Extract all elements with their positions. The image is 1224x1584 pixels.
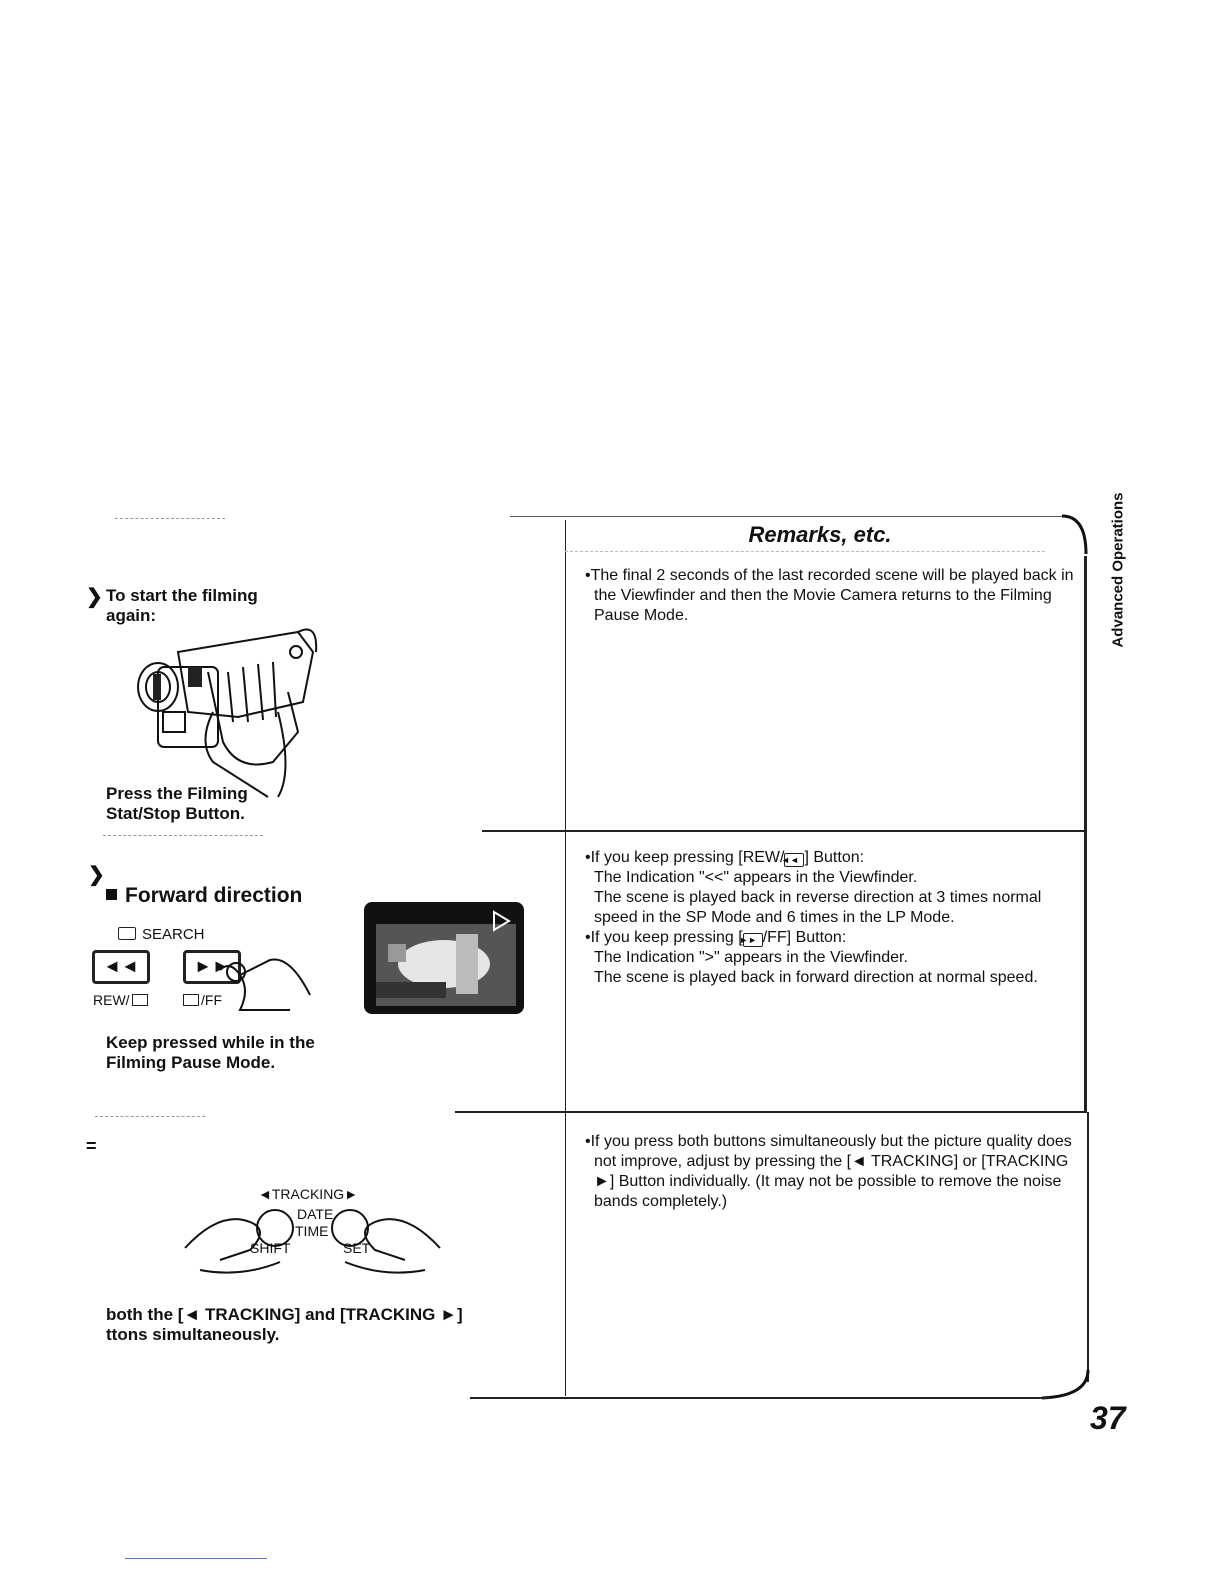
remarks-right-border bbox=[1084, 556, 1087, 1111]
rewind-button[interactable]: ◄◄ bbox=[92, 950, 150, 984]
remarks-right-border bbox=[1087, 1112, 1089, 1382]
camcorder-illustration bbox=[128, 612, 328, 802]
instruction-tracking-line1: both the [◄ TRACKING] and [TRACKING ►] bbox=[106, 1305, 463, 1324]
caption-press-filming: Press the Filming Stat/Stop Button. bbox=[106, 784, 248, 823]
corner-curve bbox=[1060, 514, 1094, 558]
tracking-left-arrow-icon: ◄ bbox=[258, 1186, 272, 1202]
search-icon bbox=[118, 927, 136, 940]
remarks-header: Remarks, etc. bbox=[748, 522, 892, 547]
divider bbox=[565, 551, 1045, 552]
instruction-tracking-line2: ttons simultaneously. bbox=[106, 1325, 280, 1344]
row-divider bbox=[482, 830, 1086, 832]
remark-2-reverse: The scene is played back in reverse direction at 3 times normal speed in the SP Mode and 6 times in the LP Mode. bbox=[594, 889, 1042, 926]
step-marker: ❯ bbox=[88, 864, 105, 886]
square-bullet-icon bbox=[106, 889, 117, 900]
ff-label: /FF bbox=[183, 992, 222, 1008]
rewind-icon bbox=[132, 994, 148, 1006]
remark-2-rew: •If you keep pressing [REW/◄◄ ] Button: bbox=[585, 849, 865, 866]
hand-illustration bbox=[210, 950, 320, 1020]
viewfinder-screen bbox=[364, 902, 524, 1014]
shift-label: SHIFT bbox=[250, 1240, 291, 1256]
remarks-left-border bbox=[565, 520, 566, 1396]
section-tab bbox=[1104, 470, 1132, 670]
row-divider bbox=[455, 1111, 1087, 1113]
tracking-right-arrow-icon: ► bbox=[344, 1186, 359, 1202]
step-text-start-filming: To start the filming again: bbox=[106, 586, 258, 625]
footer-line bbox=[125, 1558, 267, 1559]
forward-heading: Forward direction bbox=[106, 884, 302, 908]
remark-2 bbox=[585, 848, 1077, 988]
remark-2-ff: •If you keep pressing [►► /FF] Button: bbox=[585, 929, 847, 946]
divider bbox=[103, 835, 263, 836]
remark-1 bbox=[585, 566, 1075, 626]
time-label: TIME bbox=[295, 1223, 329, 1239]
divider bbox=[115, 518, 225, 519]
rew-label: REW/ bbox=[93, 992, 148, 1008]
bottom-divider bbox=[470, 1397, 1050, 1399]
fast-forward-icon bbox=[183, 994, 199, 1006]
search-label: SEARCH bbox=[118, 926, 205, 943]
remark-2-forward: The scene is played back in forward direction at normal speed. bbox=[594, 969, 1038, 986]
divider bbox=[510, 516, 1070, 517]
tracking-label: ◄TRACKING► bbox=[258, 1186, 359, 1202]
remark-2-indication-ff: The Indication ">" appears in the Viewfinder. bbox=[594, 949, 908, 966]
instruction-keep-pressed: Keep pressed while in the Filming Pause Mode. bbox=[106, 1033, 315, 1072]
fast-forward-icon: ►► bbox=[743, 933, 763, 947]
step-marker: ❯ bbox=[86, 586, 103, 608]
page-number: 37 bbox=[1090, 1400, 1126, 1436]
section-tab-label: Advanced Operations bbox=[1109, 492, 1127, 648]
step-marker: = bbox=[86, 1136, 97, 1156]
remark-2-indication-rew: The Indication "<<" appears in the Viewfinder. bbox=[594, 869, 918, 886]
rewind-icon: ◄◄ bbox=[784, 853, 804, 867]
date-label: DATE bbox=[297, 1206, 334, 1222]
remark-1-text: •The final 2 seconds of the last recorded scene will be played back in the Viewfinder and then the Movie Camera returns to the Filming Pause Mode. bbox=[585, 567, 1074, 624]
viewfinder-scene bbox=[364, 902, 524, 1014]
remark-3-text: •If you press both buttons simultaneously but the picture quality does not improve, adjust by pressing the [◄ TRACKING] or [TRACKING ►] Button individually. (It may not be possible to remove the noise bands completely.) bbox=[585, 1133, 1072, 1210]
set-label: SET bbox=[343, 1240, 371, 1256]
divider bbox=[95, 1116, 205, 1117]
fast-forward-button[interactable]: ►► bbox=[183, 950, 241, 984]
remark-3 bbox=[585, 1132, 1075, 1212]
